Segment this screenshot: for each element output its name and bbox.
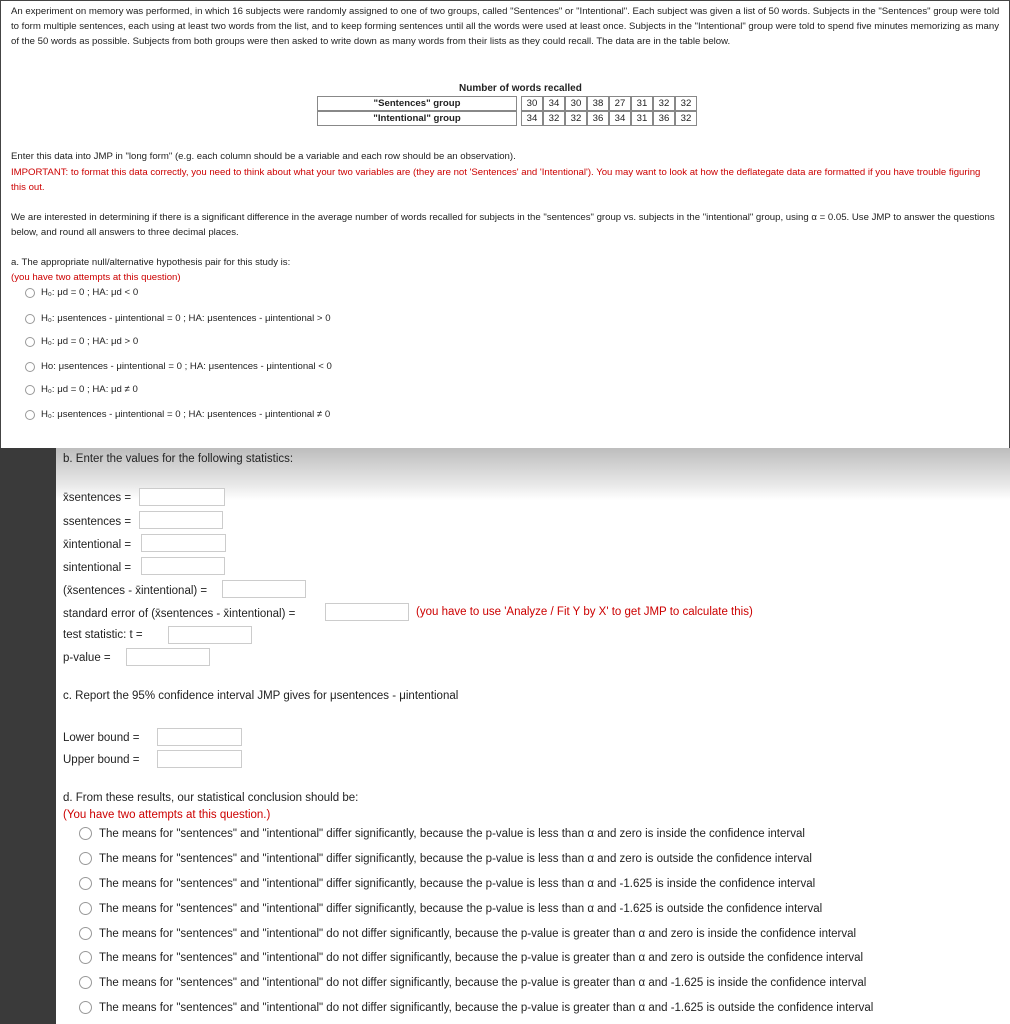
radio-button-icon[interactable]	[79, 852, 92, 865]
hypothesis-option[interactable]	[25, 313, 331, 324]
part-b-title: b. Enter the values for the following statistics:	[63, 453, 294, 465]
radio-button-icon[interactable]	[25, 337, 35, 347]
radio-button-icon[interactable]	[25, 410, 35, 420]
conclusion-option[interactable]	[79, 877, 815, 890]
part-c-title: c. Report the 95% confidence interval JMP gives for μsentences - μintentional	[63, 690, 459, 702]
conclusion-option[interactable]	[79, 902, 822, 915]
s-intentional-input[interactable]	[141, 557, 225, 575]
question-lower-area	[0, 448, 1010, 1024]
left-sidebar	[0, 448, 56, 1024]
field-label: sintentional =	[63, 562, 132, 574]
xbar-intentional-input[interactable]	[141, 534, 226, 552]
part-a-attempts: (you have two attempts at this question)	[11, 272, 181, 283]
table-cell: 34	[543, 96, 565, 111]
hypothesis-option[interactable]	[25, 287, 138, 298]
table-cell: 32	[543, 111, 565, 126]
conclusion-label: The means for "sentences" and "intentional" differ significantly, because the p-value is less than α and zero is outside the confidence interval	[99, 852, 812, 865]
lower-bound-label: Lower bound =	[63, 732, 140, 744]
radio-button-icon[interactable]	[79, 877, 92, 890]
radio-button-icon[interactable]	[79, 951, 92, 964]
table-cell: 32	[565, 111, 587, 126]
table-cell: 34	[521, 111, 543, 126]
jmp-hint: (you have to use 'Analyze / Fit Y by X' to get JMP to calculate this)	[416, 606, 753, 618]
conclusion-option[interactable]	[79, 852, 812, 865]
conclusion-option[interactable]	[79, 927, 856, 940]
conclusion-option[interactable]	[79, 951, 863, 964]
conclusion-label: The means for "sentences" and "intentional" do not differ significantly, because the p-value is greater than α and -1.625 is inside the confidence interval	[99, 976, 867, 989]
instruction-important: IMPORTANT: to format this data correctly, you need to think about what your two variables are (they are not 'Sentences' and 'Intentional'). You may want to look at how the deflategate data are formatted if you have trouble figuring this out.	[11, 167, 981, 193]
hypothesis-label: H₀: μd = 0 ; HA: μd < 0	[41, 287, 139, 298]
intro-paragraph: An experiment on memory was performed, in which 16 subjects were randomly assigned to one of two groups, called "Sentences" or "Intentional". Each subject was given a list of 50 words. Subjects in the "Sentences" group were told to form multiple sentences, each using at least two words from the list, and to keep forming sentences until all the words were used at least once. Subjects in the "Intentional" group were told to spend five minutes memorizing as many of the 50 words as possible. Subjects from both groups were then asked to write down as many words from their lists as they could recall. The data are in the table below.	[11, 6, 1000, 47]
question-panel	[56, 448, 1010, 1024]
radio-button-icon[interactable]	[25, 314, 35, 324]
field-label: (x̄sentences - x̄intentional) =	[63, 585, 208, 597]
table-row	[317, 96, 697, 111]
conclusion-option[interactable]	[79, 827, 805, 840]
row-label: "Sentences" group	[317, 96, 517, 111]
table-cell: 31	[631, 96, 653, 111]
field-label: standard error of (x̄sentences - x̄intentional) =	[63, 608, 296, 620]
standard-error-input[interactable]	[325, 603, 409, 621]
conclusion-label: The means for "sentences" and "intentional" differ significantly, because the p-value is less than α and zero is inside the confidence interval	[99, 827, 805, 840]
upper-bound-label: Upper bound =	[63, 754, 140, 766]
radio-button-icon[interactable]	[79, 902, 92, 915]
hypothesis-option[interactable]	[25, 384, 138, 395]
radio-button-icon[interactable]	[79, 827, 92, 840]
hypothesis-option[interactable]	[25, 409, 330, 420]
instruction-interest: We are interested in determining if there is a significant difference in the average number of words recalled for subjects in the "sentences" group vs. subjects in the "intentional" group, using α = 0.05. Use JMP to answer the questions below, and round all answers to three decimal places.	[11, 212, 995, 238]
lower-bound-input[interactable]	[157, 728, 242, 746]
row-label: "Intentional" group	[317, 111, 517, 126]
table-cell: 30	[521, 96, 543, 111]
field-label: ssentences =	[63, 516, 132, 528]
table-row	[317, 111, 697, 126]
radio-button-icon[interactable]	[25, 385, 35, 395]
field-label: p-value =	[63, 652, 111, 664]
table-cell: 34	[609, 111, 631, 126]
conclusion-label: The means for "sentences" and "intentional" differ significantly, because the p-value is less than α and -1.625 is outside the confidence interval	[99, 902, 823, 915]
radio-button-icon[interactable]	[79, 1001, 92, 1014]
table-cell: 38	[587, 96, 609, 111]
part-d-title: d. From these results, our statistical conclusion should be:	[63, 792, 359, 804]
table-cell: 36	[587, 111, 609, 126]
field-label: test statistic: t =	[63, 629, 143, 641]
radio-button-icon[interactable]	[79, 927, 92, 940]
radio-button-icon[interactable]	[79, 976, 92, 989]
hypothesis-label: Ho: μsentences - μintentional = 0 ; HA: μsentences - μintentional < 0	[41, 361, 332, 372]
table-cell: 32	[675, 96, 697, 111]
instruction-enter: Enter this data into JMP in "long form" (e.g. each column should be a variable and each row should be an observation).	[11, 151, 516, 162]
radio-button-icon[interactable]	[25, 362, 35, 372]
table-cell: 32	[653, 96, 675, 111]
question-top-panel	[0, 0, 1010, 450]
data-table	[317, 96, 697, 126]
table-cell: 36	[653, 111, 675, 126]
field-label: x̄sentences =	[63, 492, 132, 504]
conclusion-label: The means for "sentences" and "intentional" differ significantly, because the p-value is less than α and -1.625 is inside the confidence interval	[99, 877, 816, 890]
conclusion-label: The means for "sentences" and "intentional" do not differ significantly, because the p-value is greater than α and zero is inside the confidence interval	[99, 927, 857, 940]
s-sentences-input[interactable]	[139, 511, 223, 529]
hypothesis-label: H₀: μsentences - μintentional = 0 ; HA: μsentences - μintentional ≠ 0	[41, 409, 331, 420]
hypothesis-option[interactable]	[25, 336, 138, 347]
part-d-attempts: (You have two attempts at this question.)	[63, 809, 271, 821]
field-label: x̄intentional =	[63, 539, 132, 551]
radio-button-icon[interactable]	[25, 288, 35, 298]
table-cell: 31	[631, 111, 653, 126]
table-cell: 27	[609, 96, 631, 111]
p-value-input[interactable]	[126, 648, 210, 666]
conclusion-label: The means for "sentences" and "intentional" do not differ significantly, because the p-value is greater than α and zero is outside the confidence interval	[99, 951, 864, 964]
part-a-question: a. The appropriate null/alternative hypothesis pair for this study is:	[11, 257, 291, 268]
table-cell: 30	[565, 96, 587, 111]
hypothesis-option[interactable]	[25, 361, 332, 372]
conclusion-option[interactable]	[79, 976, 866, 989]
table-cell: 32	[675, 111, 697, 126]
hypothesis-label: H₀: μsentences - μintentional = 0 ; HA: μsentences - μintentional > 0	[41, 313, 331, 324]
upper-bound-input[interactable]	[157, 750, 242, 768]
hypothesis-label: H₀: μd = 0 ; HA: μd ≠ 0	[41, 384, 138, 395]
table-title: Number of words recalled	[459, 83, 582, 94]
conclusion-option[interactable]	[79, 1001, 873, 1014]
test-statistic-input[interactable]	[168, 626, 252, 644]
difference-input[interactable]	[222, 580, 306, 598]
xbar-sentences-input[interactable]	[139, 488, 225, 506]
conclusion-label: The means for "sentences" and "intentional" do not differ significantly, because the p-value is greater than α and -1.625 is outside the confidence interval	[99, 1001, 874, 1014]
hypothesis-label: H₀: μd = 0 ; HA: μd > 0	[41, 336, 139, 347]
